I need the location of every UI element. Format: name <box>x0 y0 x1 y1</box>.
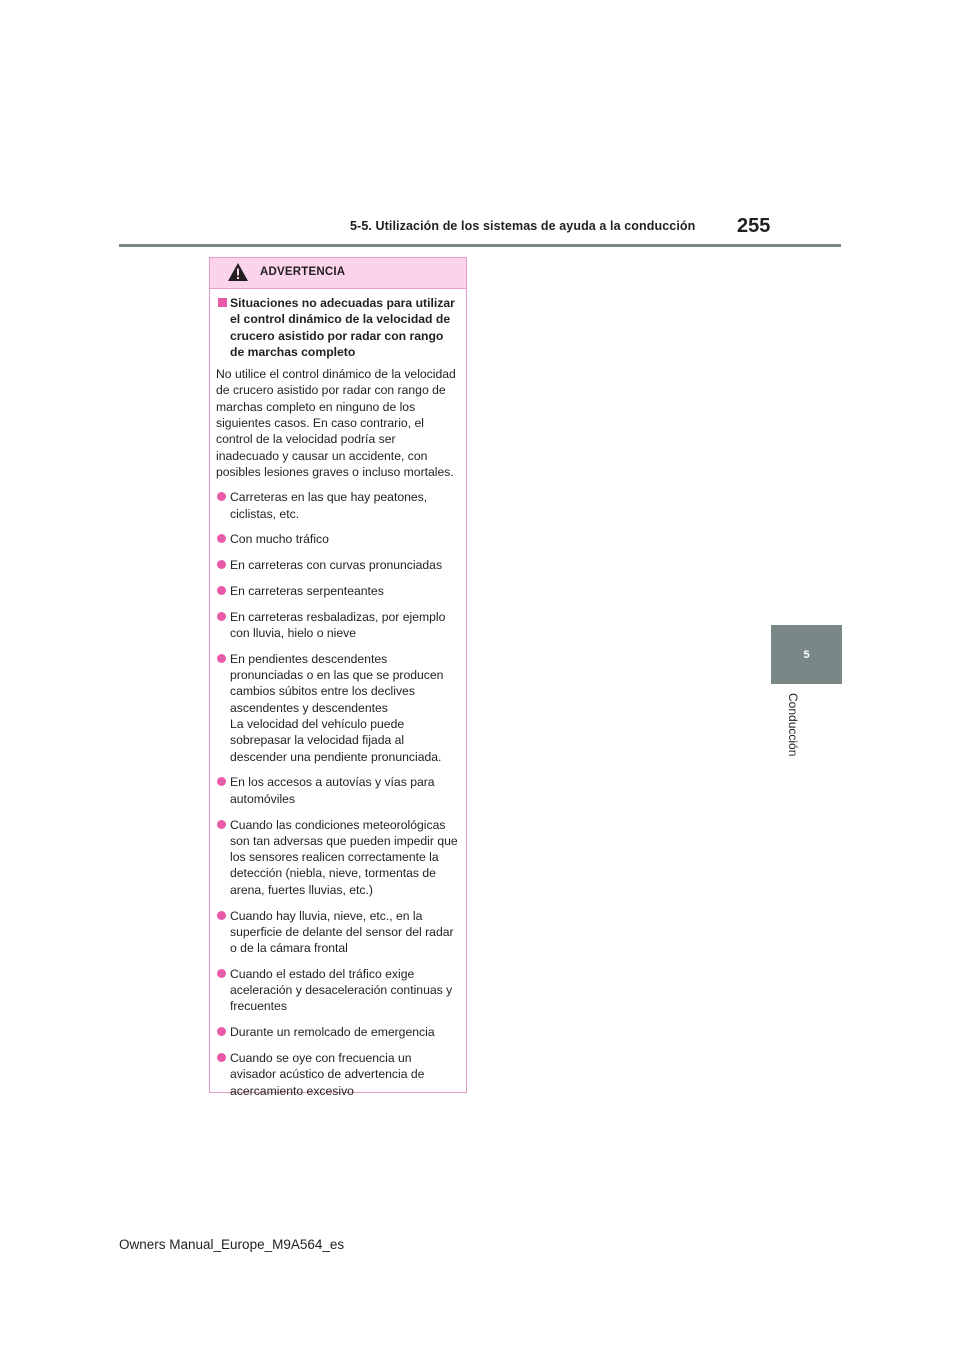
circle-bullet-icon <box>217 654 226 663</box>
circle-bullet-icon <box>217 1027 226 1036</box>
chapter-tab[interactable] <box>771 625 842 684</box>
chapter-label: Conducción <box>786 693 800 757</box>
list-item-text: Cuando se oye con frecuencia un avisador acústico de advertencia de acercamiento excesivo <box>230 1051 425 1098</box>
list-item <box>216 583 460 599</box>
warning-heading <box>216 295 460 360</box>
square-bullet-icon <box>218 298 227 307</box>
warning-intro: No utilice el control dinámico de la velocidad de crucero asistido por radar con rango de marchas completo en ninguno de los siguientes casos. En caso contrario, el control de la velocidad podría ser inadecuado y causar un accidente, con posibles lesiones graves o incluso mortales. <box>216 367 456 479</box>
list-item <box>216 489 460 522</box>
circle-bullet-icon <box>217 612 226 621</box>
warning-list <box>216 489 460 1099</box>
warning-triangle-icon <box>227 262 249 287</box>
list-item-text: Durante un remolcado de emergencia <box>230 1025 435 1040</box>
warning-title: ADVERTENCIA <box>260 266 346 278</box>
list-item <box>216 609 460 642</box>
list-item-text: Cuando hay lluvia, nieve, etc., en la superficie de delante del sensor del radar o de la cámara frontal <box>230 908 454 956</box>
list-item <box>216 557 460 573</box>
circle-bullet-icon <box>217 534 226 543</box>
list-item-text: Con mucho tráfico <box>230 532 329 547</box>
list-item-text: En los accesos a autovías y vías para automóviles <box>230 775 435 806</box>
list-item-note: La velocidad del vehículo puede sobrepasar la velocidad fijada al descender una pendiente pronunciada. <box>230 717 442 764</box>
list-item <box>216 908 460 957</box>
circle-bullet-icon <box>217 560 226 569</box>
circle-bullet-icon <box>217 969 226 978</box>
list-item <box>216 817 460 898</box>
list-item <box>216 1024 460 1040</box>
list-item-text: Carreteras en las que hay peatones, ciclistas, etc. <box>230 490 428 521</box>
circle-bullet-icon <box>217 820 226 829</box>
list-item <box>216 651 460 765</box>
list-item-text: Cuando el estado del tráfico exige aceleración y desaceleración continuas y frecuentes <box>230 966 453 1014</box>
page-number: 255 <box>737 215 771 237</box>
list-item-text: Cuando las condiciones meteorológicas son tan adversas que pueden impedir que los sensores realicen correctamente la detección (niebla, nieve, tormentas de arena, fuertes lluvias, etc.) <box>230 817 458 897</box>
warning-box <box>209 257 467 1098</box>
list-item-text: En carreteras con curvas pronunciadas <box>230 558 443 573</box>
list-item-text: En carreteras serpenteantes <box>230 583 384 598</box>
circle-bullet-icon <box>217 911 226 920</box>
chapter-number: 5 <box>803 648 810 661</box>
warning-body <box>210 289 466 1099</box>
circle-bullet-icon <box>217 777 226 786</box>
warning-header <box>210 258 466 289</box>
list-item <box>216 1050 460 1099</box>
list-item <box>216 531 460 547</box>
header-divider <box>119 244 841 247</box>
circle-bullet-icon <box>217 492 226 501</box>
section-title: 5-5. Utilización de los sistemas de ayuda a la conducción <box>350 219 696 233</box>
list-item <box>216 966 460 1015</box>
list-item <box>216 774 460 807</box>
list-item-text: En carreteras resbaladizas, por ejemplo con lluvia, hielo o nieve <box>230 609 446 641</box>
footer-text: Owners Manual_Europe_M9A564_es <box>119 1237 345 1252</box>
list-item-text: En pendientes descendentes pronunciadas o en las que se producen cambios súbitos entre los declives ascendentes y descendentes <box>230 651 444 715</box>
warning-heading-text: Situaciones no adecuadas para utilizar el control dinámico de la velocidad de crucero asistido por radar con rango de marchas completo <box>230 296 455 359</box>
circle-bullet-icon <box>217 1053 226 1062</box>
circle-bullet-icon <box>217 586 226 595</box>
